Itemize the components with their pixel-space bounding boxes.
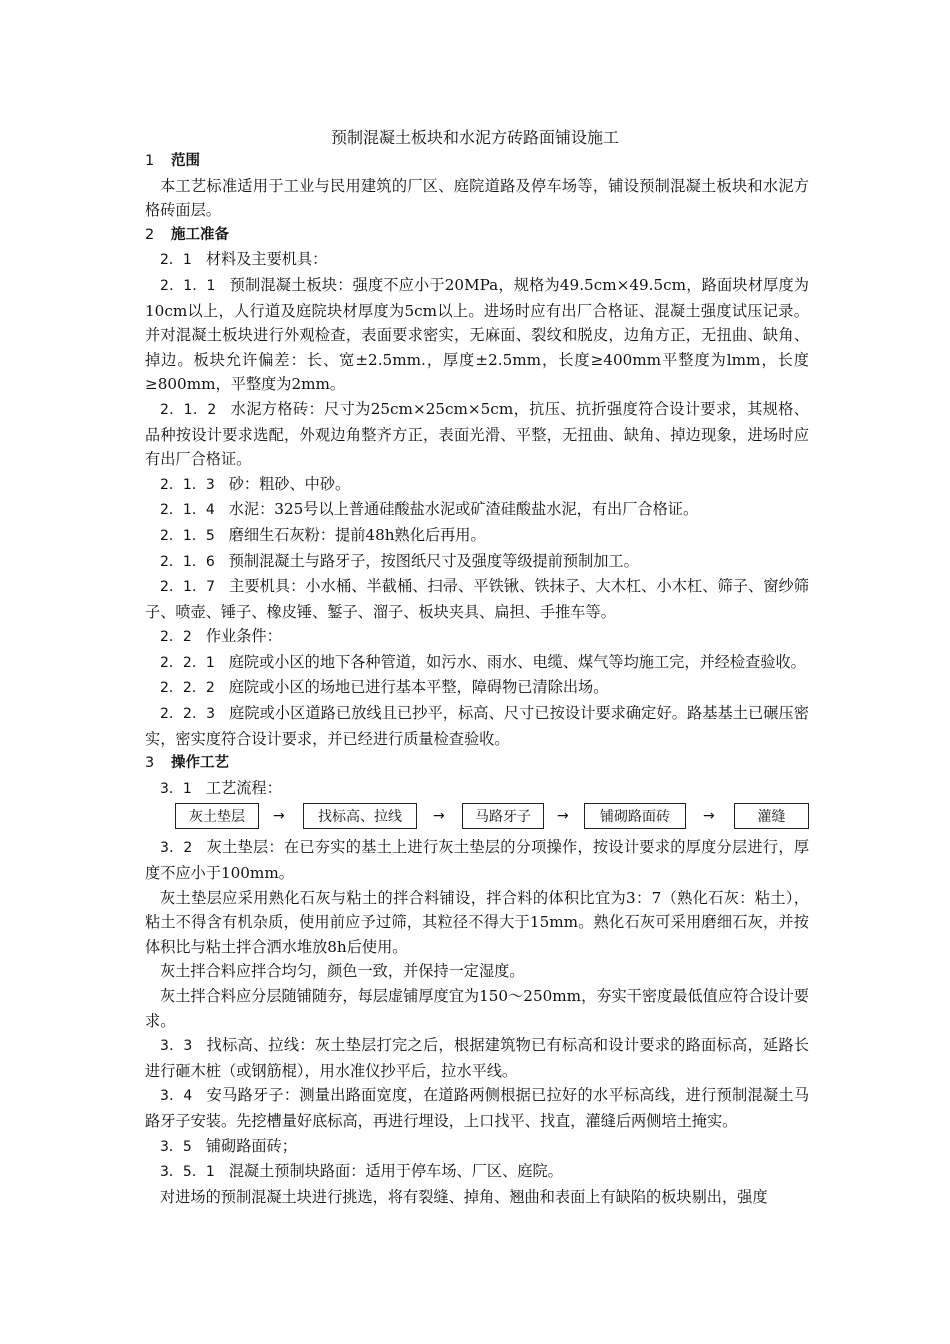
flow-step-box: 马路牙子 (462, 803, 544, 829)
para-3-5: 3．5 铺砌路面砖； (160, 1136, 297, 1155)
document-body (145, 149, 809, 1209)
para-2-1-3: 2．1．3 砂：粗砂、中砂。 (160, 474, 351, 493)
para-2-1-4: 2．1．4 水泥：325号以上普通硅酸盐水泥或矿渣硅酸盐水泥，有出厂合格证。 (160, 500, 699, 519)
para-2-1-1: 2．1．1 预制混凝土板块：强度不应小于20MPa，规格为49.5cm×49.5cm，路面块材厚度为10cm以上，人行道及庭院块材厚度为5cm以上。进场时应有出厂合格证、混凝土强度试压记录。并对混凝土板块进行外观检查，表面要求密实，无麻面、裂纹和脱皮，边角方正，无扭曲、缺角、掉边。板块允许偏差：长、宽±2.5mm.，厚度±2.5mm，长度≥400mm平整度为lmm，长度≥800mm，平整度为2mm。 (145, 275, 809, 394)
flow-arrow: → (703, 808, 715, 825)
para-3-2-uniform: 灰土拌合料应拌合均匀，颜色一致，并保持一定湿度。 (160, 962, 525, 981)
flow-arrow: → (273, 808, 285, 825)
para-3-2-lime-mix: 灰土垫层应采用熟化石灰与粘土的拌合料铺设，拌合料的体积比宜为3：7（熟化石灰：粘土），粘土不得含有机杂质，使用前应予过筛，其粒径不得大于15mm。熟化石灰可采用磨细石灰，并按体积比与粘土拌合洒水堆放8h后使用。 (145, 888, 809, 956)
para-3-5-1: 3．5．1 混凝土预制块路面：适用于停车场、厂区、庭院。 (160, 1162, 563, 1181)
document-title: 预制混凝土板块和水泥方砖路面铺设施工 (330, 128, 619, 147)
section-1-heading: 1 范围 (145, 153, 200, 169)
flow-step-box: 灌缝 (734, 803, 809, 829)
section-3-heading: 3 操作工艺 (145, 755, 229, 772)
para-2-1: 2．1 材料及主要机具： (160, 250, 328, 269)
para-2-1-7: 2．1．7 主要机具：小水桶、半截桶、扫帚、平铁锹、铁抹子、大木杠、小木杠、筛子、窗纱筛子、喷壶、锤子、橡皮锤、錾子、溜子、板块夹具、扁担、手推车等。 (145, 577, 809, 621)
process-flow-diagram (145, 801, 809, 835)
section-1-text: 本工艺标准适用于工业与民用建筑的厂区、庭院道路及停车场等，铺设预制混凝土板块和水泥方格砖面层。 (145, 176, 809, 220)
para-2-2: 2．2 作业条件： (160, 627, 282, 646)
flow-step-box: 灰土垫层 (175, 803, 259, 829)
para-3-4: 3．4 安马路牙子：测量出路面宽度，在道路两侧根据已拉好的水平标高线，进行预制混凝土马路牙子安装。先挖槽量好底标高，再进行埋设，上口找平、找直，灌缝后两侧培土掩实。 (145, 1086, 810, 1130)
para-3-3: 3．3 找标高、拉线：灰土垫层打完之后，根据建筑物已有标高和设计要求的路面标高，延路长进行砸木桩（或钢筋棍），用水准仪抄平后，拉水平线。 (145, 1036, 810, 1080)
para-2-2-1: 2．2．1 庭院或小区的地下各种管道，如污水、雨水、电缆、煤气等均施工完，并经检查验收。 (160, 652, 806, 671)
para-3-1: 3．1 工艺流程： (160, 778, 282, 797)
para-2-1-5: 2．1．5 磨细生石灰粉：提前48h熟化后再用。 (160, 525, 486, 544)
para-3-5-1-selection: 对进场的预制混凝土块进行挑选，将有裂缝、掉角、翘曲和表面上有缺陷的板块剔出，强度 (160, 1187, 768, 1206)
flow-step-box: 找标高、拉线 (303, 803, 417, 829)
para-3-2-layers: 灰土拌合料应分层随铺随夯，每层虚铺厚度宜为150～250mm，夯实干密度最低值应符合设计要求。 (145, 987, 809, 1030)
para-3-2: 3．2 灰土垫层：在已夯实的基土上进行灰土垫层的分项操作，按设计要求的厚度分层进行，厚度不应小于100mm。 (145, 838, 810, 883)
para-2-1-6: 2．1．6 预制混凝土与路牙子，按图纸尺寸及强度等级提前预制加工。 (160, 551, 639, 570)
para-2-2-2: 2．2．2 庭院或小区的场地已进行基本平整，障碍物已清除出场。 (160, 678, 609, 697)
para-2-1-2: 2．1．2 水泥方格砖：尺寸为25cm×25cm×5cm，抗压、抗折强度符合设计要求，其规格、品种按设计要求选配，外观边角整齐方正，表面光滑、平整，无扭曲、缺角、掉边现象，进场时应有出厂合格证。 (145, 399, 809, 469)
flow-arrow: → (557, 808, 569, 825)
flow-arrow: → (433, 808, 445, 825)
flow-step-box: 铺砌路面砖 (584, 803, 686, 829)
section-2-heading: 2 施工准备 (145, 226, 229, 243)
para-2-2-3: 2．2．3 庭院或小区道路已放线且已抄平，标高、尺寸已按设计要求确定好。路基基土已碾压密实，密实度符合设计要求，并已经进行质量检查验收。 (145, 704, 809, 748)
